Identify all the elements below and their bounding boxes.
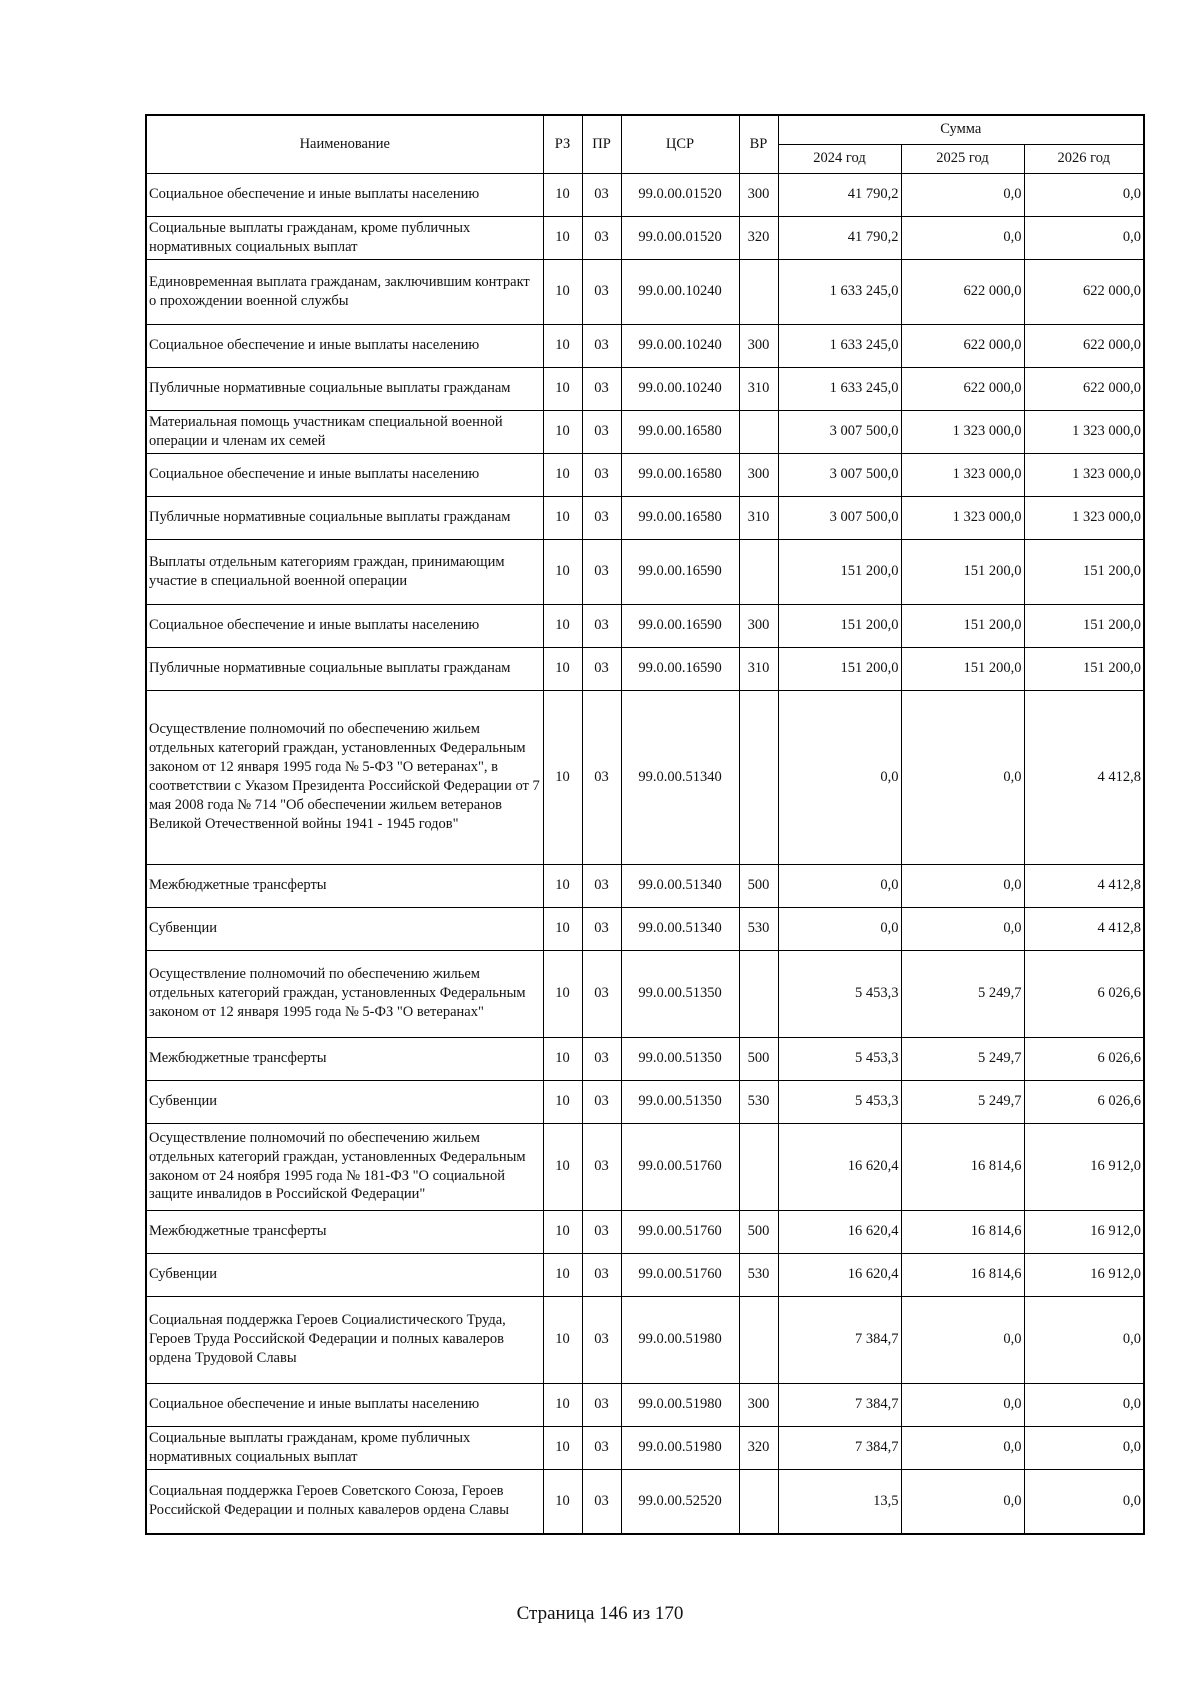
cell-pr: 03 bbox=[582, 496, 621, 539]
cell-name: Социальное обеспечение и иные выплаты населению bbox=[146, 1383, 543, 1426]
cell-sum-2025: 16 814,6 bbox=[901, 1210, 1024, 1253]
cell-pr: 03 bbox=[582, 1080, 621, 1123]
cell-sum-2025: 151 200,0 bbox=[901, 604, 1024, 647]
cell-sum-2026: 622 000,0 bbox=[1024, 324, 1144, 367]
cell-sum-2024: 0,0 bbox=[778, 907, 901, 950]
cell-csr: 99.0.00.16580 bbox=[621, 496, 739, 539]
cell-pr: 03 bbox=[582, 410, 621, 453]
header-sum: Сумма bbox=[778, 115, 1144, 144]
cell-rz: 10 bbox=[543, 453, 582, 496]
cell-pr: 03 bbox=[582, 864, 621, 907]
cell-sum-2025: 0,0 bbox=[901, 1469, 1024, 1534]
cell-vr: 310 bbox=[739, 367, 778, 410]
budget-table bbox=[145, 114, 1145, 1535]
cell-sum-2025: 1 323 000,0 bbox=[901, 453, 1024, 496]
table-row bbox=[146, 1080, 1144, 1123]
cell-rz: 10 bbox=[543, 604, 582, 647]
cell-vr: 530 bbox=[739, 907, 778, 950]
cell-vr: 530 bbox=[739, 1253, 778, 1296]
cell-sum-2026: 1 323 000,0 bbox=[1024, 453, 1144, 496]
table-row bbox=[146, 1426, 1144, 1469]
cell-sum-2025: 0,0 bbox=[901, 1296, 1024, 1383]
table-row bbox=[146, 453, 1144, 496]
cell-rz: 10 bbox=[543, 1037, 582, 1080]
cell-csr: 99.0.00.51350 bbox=[621, 1080, 739, 1123]
table-row bbox=[146, 1210, 1144, 1253]
cell-vr: 300 bbox=[739, 173, 778, 216]
cell-vr: 530 bbox=[739, 1080, 778, 1123]
cell-csr: 99.0.00.51340 bbox=[621, 690, 739, 864]
cell-sum-2025: 0,0 bbox=[901, 907, 1024, 950]
cell-name: Публичные нормативные социальные выплаты гражданам bbox=[146, 367, 543, 410]
cell-rz: 10 bbox=[543, 690, 582, 864]
cell-sum-2024: 3 007 500,0 bbox=[778, 453, 901, 496]
cell-name: Субвенции bbox=[146, 1080, 543, 1123]
cell-sum-2026: 0,0 bbox=[1024, 1469, 1144, 1534]
cell-pr: 03 bbox=[582, 1296, 621, 1383]
cell-sum-2026: 16 912,0 bbox=[1024, 1253, 1144, 1296]
cell-sum-2025: 0,0 bbox=[901, 864, 1024, 907]
cell-pr: 03 bbox=[582, 950, 621, 1037]
cell-sum-2026: 622 000,0 bbox=[1024, 367, 1144, 410]
header-name: Наименование bbox=[146, 115, 543, 173]
table-row bbox=[146, 410, 1144, 453]
cell-name: Публичные нормативные социальные выплаты гражданам bbox=[146, 496, 543, 539]
table-row bbox=[146, 604, 1144, 647]
table-row bbox=[146, 950, 1144, 1037]
cell-vr bbox=[739, 1296, 778, 1383]
cell-sum-2025: 0,0 bbox=[901, 173, 1024, 216]
cell-sum-2026: 16 912,0 bbox=[1024, 1123, 1144, 1210]
cell-csr: 99.0.00.51760 bbox=[621, 1253, 739, 1296]
page-number: Страница 146 из 170 bbox=[516, 1603, 684, 1624]
cell-sum-2024: 7 384,7 bbox=[778, 1426, 901, 1469]
cell-sum-2026: 0,0 bbox=[1024, 173, 1144, 216]
table-row bbox=[146, 1469, 1144, 1534]
cell-sum-2024: 13,5 bbox=[778, 1469, 901, 1534]
cell-pr: 03 bbox=[582, 647, 621, 690]
cell-rz: 10 bbox=[543, 864, 582, 907]
cell-sum-2024: 5 453,3 bbox=[778, 1080, 901, 1123]
cell-name: Осуществление полномочий по обеспечению жильем отдельных категорий граждан, установленных Федеральным законом от 12 января 1995 года № 5-ФЗ "О ветеранах" bbox=[146, 950, 543, 1037]
cell-sum-2025: 622 000,0 bbox=[901, 367, 1024, 410]
cell-pr: 03 bbox=[582, 1037, 621, 1080]
cell-csr: 99.0.00.51980 bbox=[621, 1296, 739, 1383]
table-row bbox=[146, 173, 1144, 216]
cell-csr: 99.0.00.10240 bbox=[621, 259, 739, 324]
cell-pr: 03 bbox=[582, 173, 621, 216]
cell-name: Межбюджетные трансферты bbox=[146, 864, 543, 907]
cell-sum-2026: 151 200,0 bbox=[1024, 539, 1144, 604]
cell-pr: 03 bbox=[582, 1123, 621, 1210]
cell-vr: 300 bbox=[739, 453, 778, 496]
cell-name: Социальная поддержка Героев Социалистического Труда, Героев Труда Российской Федерации и полных кавалеров ордена Трудовой Славы bbox=[146, 1296, 543, 1383]
cell-sum-2024: 5 453,3 bbox=[778, 950, 901, 1037]
cell-rz: 10 bbox=[543, 173, 582, 216]
cell-sum-2024: 151 200,0 bbox=[778, 647, 901, 690]
cell-vr bbox=[739, 950, 778, 1037]
cell-vr: 310 bbox=[739, 496, 778, 539]
cell-rz: 10 bbox=[543, 1383, 582, 1426]
cell-rz: 10 bbox=[543, 950, 582, 1037]
cell-name: Публичные нормативные социальные выплаты гражданам bbox=[146, 647, 543, 690]
cell-sum-2024: 41 790,2 bbox=[778, 216, 901, 259]
cell-name: Социальное обеспечение и иные выплаты населению bbox=[146, 453, 543, 496]
cell-name: Социальные выплаты гражданам, кроме публичных нормативных социальных выплат bbox=[146, 216, 543, 259]
cell-csr: 99.0.00.10240 bbox=[621, 324, 739, 367]
cell-sum-2024: 1 633 245,0 bbox=[778, 259, 901, 324]
table-row bbox=[146, 1123, 1144, 1210]
cell-sum-2024: 3 007 500,0 bbox=[778, 496, 901, 539]
cell-vr: 310 bbox=[739, 647, 778, 690]
cell-rz: 10 bbox=[543, 216, 582, 259]
cell-sum-2024: 0,0 bbox=[778, 690, 901, 864]
cell-rz: 10 bbox=[543, 1253, 582, 1296]
cell-pr: 03 bbox=[582, 604, 621, 647]
cell-csr: 99.0.00.01520 bbox=[621, 173, 739, 216]
cell-vr bbox=[739, 1469, 778, 1534]
cell-rz: 10 bbox=[543, 1426, 582, 1469]
cell-rz: 10 bbox=[543, 496, 582, 539]
cell-pr: 03 bbox=[582, 324, 621, 367]
cell-name: Межбюджетные трансферты bbox=[146, 1037, 543, 1080]
table-row bbox=[146, 496, 1144, 539]
cell-rz: 10 bbox=[543, 539, 582, 604]
cell-csr: 99.0.00.16590 bbox=[621, 539, 739, 604]
cell-vr: 300 bbox=[739, 604, 778, 647]
cell-sum-2024: 7 384,7 bbox=[778, 1383, 901, 1426]
table-row bbox=[146, 864, 1144, 907]
cell-vr: 300 bbox=[739, 1383, 778, 1426]
header-year-2025: 2025 год bbox=[901, 144, 1024, 173]
cell-vr: 500 bbox=[739, 1037, 778, 1080]
cell-sum-2024: 0,0 bbox=[778, 864, 901, 907]
table-row bbox=[146, 647, 1144, 690]
cell-rz: 10 bbox=[543, 259, 582, 324]
cell-name: Социальное обеспечение и иные выплаты населению bbox=[146, 324, 543, 367]
cell-csr: 99.0.00.51350 bbox=[621, 950, 739, 1037]
cell-sum-2024: 16 620,4 bbox=[778, 1253, 901, 1296]
table-row bbox=[146, 1383, 1144, 1426]
cell-sum-2026: 4 412,8 bbox=[1024, 690, 1144, 864]
cell-rz: 10 bbox=[543, 907, 582, 950]
cell-sum-2025: 16 814,6 bbox=[901, 1253, 1024, 1296]
cell-name: Субвенции bbox=[146, 907, 543, 950]
cell-csr: 99.0.00.16590 bbox=[621, 604, 739, 647]
cell-sum-2025: 151 200,0 bbox=[901, 539, 1024, 604]
cell-vr: 500 bbox=[739, 864, 778, 907]
cell-csr: 99.0.00.52520 bbox=[621, 1469, 739, 1534]
cell-csr: 99.0.00.16590 bbox=[621, 647, 739, 690]
cell-sum-2026: 6 026,6 bbox=[1024, 1080, 1144, 1123]
cell-rz: 10 bbox=[543, 1296, 582, 1383]
cell-sum-2026: 151 200,0 bbox=[1024, 647, 1144, 690]
table-row bbox=[146, 324, 1144, 367]
cell-vr: 300 bbox=[739, 324, 778, 367]
cell-csr: 99.0.00.51340 bbox=[621, 864, 739, 907]
cell-sum-2026: 0,0 bbox=[1024, 1296, 1144, 1383]
cell-rz: 10 bbox=[543, 410, 582, 453]
cell-sum-2025: 0,0 bbox=[901, 216, 1024, 259]
cell-csr: 99.0.00.16580 bbox=[621, 410, 739, 453]
cell-sum-2025: 622 000,0 bbox=[901, 259, 1024, 324]
cell-sum-2025: 1 323 000,0 bbox=[901, 496, 1024, 539]
cell-sum-2024: 7 384,7 bbox=[778, 1296, 901, 1383]
cell-name: Осуществление полномочий по обеспечению жильем отдельных категорий граждан, установленных Федеральным законом от 24 ноября 1995 года № 181-ФЗ "О социальной защите инвалидов в Российской Федерации" bbox=[146, 1123, 543, 1210]
cell-pr: 03 bbox=[582, 1469, 621, 1534]
cell-sum-2025: 0,0 bbox=[901, 1426, 1024, 1469]
cell-sum-2026: 0,0 bbox=[1024, 1426, 1144, 1469]
cell-rz: 10 bbox=[543, 1080, 582, 1123]
cell-pr: 03 bbox=[582, 690, 621, 864]
cell-sum-2024: 5 453,3 bbox=[778, 1037, 901, 1080]
cell-rz: 10 bbox=[543, 1469, 582, 1534]
cell-csr: 99.0.00.51760 bbox=[621, 1210, 739, 1253]
cell-sum-2024: 16 620,4 bbox=[778, 1123, 901, 1210]
cell-name: Межбюджетные трансферты bbox=[146, 1210, 543, 1253]
cell-pr: 03 bbox=[582, 1383, 621, 1426]
cell-sum-2025: 5 249,7 bbox=[901, 1080, 1024, 1123]
cell-csr: 99.0.00.51760 bbox=[621, 1123, 739, 1210]
table-body bbox=[146, 173, 1144, 1534]
cell-sum-2026: 622 000,0 bbox=[1024, 259, 1144, 324]
cell-sum-2026: 1 323 000,0 bbox=[1024, 410, 1144, 453]
cell-csr: 99.0.00.51350 bbox=[621, 1037, 739, 1080]
cell-rz: 10 bbox=[543, 1123, 582, 1210]
cell-sum-2026: 151 200,0 bbox=[1024, 604, 1144, 647]
cell-pr: 03 bbox=[582, 907, 621, 950]
cell-sum-2025: 5 249,7 bbox=[901, 1037, 1024, 1080]
cell-sum-2026: 1 323 000,0 bbox=[1024, 496, 1144, 539]
cell-vr bbox=[739, 690, 778, 864]
cell-sum-2024: 151 200,0 bbox=[778, 539, 901, 604]
cell-csr: 99.0.00.51980 bbox=[621, 1383, 739, 1426]
cell-csr: 99.0.00.10240 bbox=[621, 367, 739, 410]
cell-pr: 03 bbox=[582, 453, 621, 496]
cell-pr: 03 bbox=[582, 539, 621, 604]
header-pr: ПР bbox=[582, 115, 621, 173]
cell-sum-2025: 622 000,0 bbox=[901, 324, 1024, 367]
cell-csr: 99.0.00.51340 bbox=[621, 907, 739, 950]
cell-vr: 320 bbox=[739, 1426, 778, 1469]
cell-pr: 03 bbox=[582, 367, 621, 410]
cell-pr: 03 bbox=[582, 1253, 621, 1296]
header-vr: ВР bbox=[739, 115, 778, 173]
cell-sum-2026: 16 912,0 bbox=[1024, 1210, 1144, 1253]
table-row bbox=[146, 539, 1144, 604]
cell-sum-2025: 0,0 bbox=[901, 1383, 1024, 1426]
cell-vr bbox=[739, 539, 778, 604]
cell-name: Социальная поддержка Героев Советского Союза, Героев Российской Федерации и полных кавалеров ордена Славы bbox=[146, 1469, 543, 1534]
table-row bbox=[146, 367, 1144, 410]
cell-rz: 10 bbox=[543, 647, 582, 690]
cell-sum-2025: 0,0 bbox=[901, 690, 1024, 864]
cell-vr: 500 bbox=[739, 1210, 778, 1253]
cell-sum-2025: 16 814,6 bbox=[901, 1123, 1024, 1210]
table-row bbox=[146, 907, 1144, 950]
cell-rz: 10 bbox=[543, 1210, 582, 1253]
cell-sum-2024: 1 633 245,0 bbox=[778, 324, 901, 367]
cell-name: Материальная помощь участникам специальной военной операции и членам их семей bbox=[146, 410, 543, 453]
cell-pr: 03 bbox=[582, 259, 621, 324]
cell-sum-2024: 1 633 245,0 bbox=[778, 367, 901, 410]
cell-csr: 99.0.00.51980 bbox=[621, 1426, 739, 1469]
cell-sum-2026: 0,0 bbox=[1024, 216, 1144, 259]
cell-sum-2024: 16 620,4 bbox=[778, 1210, 901, 1253]
cell-sum-2024: 151 200,0 bbox=[778, 604, 901, 647]
cell-name: Социальные выплаты гражданам, кроме публичных нормативных социальных выплат bbox=[146, 1426, 543, 1469]
table-row bbox=[146, 259, 1144, 324]
cell-csr: 99.0.00.16580 bbox=[621, 453, 739, 496]
cell-name: Социальное обеспечение и иные выплаты населению bbox=[146, 173, 543, 216]
cell-sum-2025: 5 249,7 bbox=[901, 950, 1024, 1037]
cell-sum-2026: 4 412,8 bbox=[1024, 907, 1144, 950]
cell-name: Единовременная выплата гражданам, заключившим контракт о прохождении военной службы bbox=[146, 259, 543, 324]
cell-pr: 03 bbox=[582, 216, 621, 259]
table-row bbox=[146, 1253, 1144, 1296]
cell-sum-2024: 3 007 500,0 bbox=[778, 410, 901, 453]
table-row bbox=[146, 1037, 1144, 1080]
cell-rz: 10 bbox=[543, 367, 582, 410]
cell-vr bbox=[739, 1123, 778, 1210]
header-csr: ЦСР bbox=[621, 115, 739, 173]
cell-csr: 99.0.00.01520 bbox=[621, 216, 739, 259]
cell-sum-2026: 0,0 bbox=[1024, 1383, 1144, 1426]
cell-vr bbox=[739, 410, 778, 453]
cell-sum-2026: 6 026,6 bbox=[1024, 950, 1144, 1037]
table-row bbox=[146, 216, 1144, 259]
table-row bbox=[146, 1296, 1144, 1383]
cell-sum-2024: 41 790,2 bbox=[778, 173, 901, 216]
header-year-2024: 2024 год bbox=[778, 144, 901, 173]
cell-pr: 03 bbox=[582, 1426, 621, 1469]
table-row bbox=[146, 690, 1144, 864]
header-year-2026: 2026 год bbox=[1024, 144, 1144, 173]
header-rz: РЗ bbox=[543, 115, 582, 173]
cell-vr bbox=[739, 259, 778, 324]
cell-vr: 320 bbox=[739, 216, 778, 259]
cell-pr: 03 bbox=[582, 1210, 621, 1253]
cell-name: Осуществление полномочий по обеспечению жильем отдельных категорий граждан, установленных Федеральным законом от 12 января 1995 года № 5-ФЗ "О ветеранах", в соответствии с Указом Президента Российской Федерации от 7 мая 2008 года № 714 "Об обеспечении жильем ветеранов Великой Отечественной войны 1941 - 1945 годов" bbox=[146, 690, 543, 864]
cell-rz: 10 bbox=[543, 324, 582, 367]
cell-name: Субвенции bbox=[146, 1253, 543, 1296]
cell-sum-2026: 4 412,8 bbox=[1024, 864, 1144, 907]
cell-sum-2026: 6 026,6 bbox=[1024, 1037, 1144, 1080]
cell-name: Выплаты отдельным категориям граждан, принимающим участие в специальной военной операции bbox=[146, 539, 543, 604]
cell-sum-2025: 151 200,0 bbox=[901, 647, 1024, 690]
cell-name: Социальное обеспечение и иные выплаты населению bbox=[146, 604, 543, 647]
cell-sum-2025: 1 323 000,0 bbox=[901, 410, 1024, 453]
